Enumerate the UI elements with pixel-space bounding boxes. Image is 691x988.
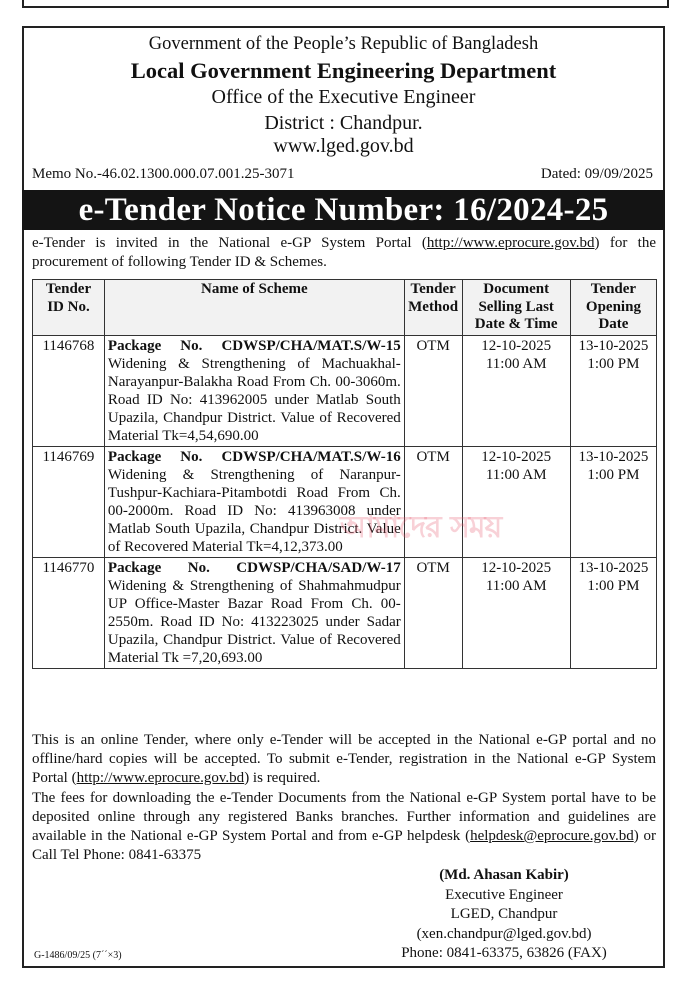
scheme-cell bbox=[104, 557, 404, 668]
district-line: District : Chandpur. bbox=[264, 112, 423, 134]
header-scheme-name: Name of Scheme bbox=[104, 280, 404, 336]
helpdesk-email-link[interactable]: helpdesk@eprocure.gov.bd bbox=[470, 828, 634, 845]
tender-notice bbox=[22, 26, 665, 968]
scheme-cell bbox=[104, 335, 404, 446]
eprocure-link[interactable]: http://www.eprocure.gov.bd bbox=[426, 235, 595, 251]
document-selling-cell: 12-10-2025 11:00 AM bbox=[462, 335, 570, 446]
memo-date: Dated: 09/09/2025 bbox=[540, 166, 653, 182]
header-tender-id: Tender ID No. bbox=[33, 280, 105, 336]
tender-id-cell: 1146769 bbox=[33, 446, 105, 557]
signatory-phone: Phone: 0841-63375, 63826 (FAX) bbox=[401, 945, 607, 961]
table-header-row bbox=[33, 280, 657, 336]
signatory-email: (xen.chandpur@lged.gov.bd) bbox=[416, 925, 592, 942]
tender-table bbox=[32, 279, 657, 669]
website-line: www.lged.gov.bd bbox=[273, 135, 414, 157]
instructions bbox=[32, 731, 656, 865]
ad-code: G-1486/09/25 (7´´×3) bbox=[34, 950, 122, 961]
signature-block bbox=[384, 866, 624, 964]
tender-id-cell: 1146768 bbox=[33, 335, 105, 446]
method-cell: OTM bbox=[404, 446, 462, 557]
previous-notice-frame bbox=[22, 0, 669, 8]
office-line: Office of the Executive Engineer bbox=[211, 86, 476, 108]
eprocure-link[interactable]: http://www.eprocure.gov.bd bbox=[76, 770, 245, 787]
notice-number-banner: e-Tender Notice Number: 16/2024-25 bbox=[22, 190, 665, 230]
intro-paragraph bbox=[32, 234, 656, 272]
online-tender-paragraph: This is an online Tender, where only e-Tender will be accepted in the National e-GP portal and no offline/hard copies will be accepted. To submit e-Tender, registration in the National e-GP System Portal (http://www.eprocure.gov.bd) is required. bbox=[32, 732, 656, 787]
government-line: Government of the People’s Republic of Bangladesh bbox=[148, 34, 539, 54]
method-cell: OTM bbox=[404, 557, 462, 668]
signatory-name: (Md. Ahasan Kabir) bbox=[439, 867, 569, 883]
newspaper-watermark: আমাদের সময় bbox=[340, 510, 502, 545]
opening-date-cell: 13-10-2025 1:00 PM bbox=[570, 557, 656, 668]
table-row bbox=[33, 557, 657, 668]
opening-date-cell: 13-10-2025 1:00 PM bbox=[570, 446, 656, 557]
intro-text: e-Tender is invited in the National e-GP System Portal ( bbox=[32, 235, 427, 251]
header-opening-date: Tender Opening Date bbox=[570, 280, 656, 336]
package-number: Package No. CDWSP/CHA/MAT.S/W-15 bbox=[107, 337, 401, 354]
signatory-title: Executive Engineer bbox=[445, 886, 563, 903]
package-number: Package No. CDWSP/CHA/SAD/W-17 bbox=[107, 559, 401, 576]
tender-id-cell: 1146770 bbox=[33, 557, 105, 668]
scheme-description: Widening & Strengthening of Machuakhal-Narayanpur-Balakha Road From Ch. 00-3060m. Road ID No: 413962005 under Matlab South Upazila, Chandpur District. Value of Recovered Material Tk=4,54,690.00 bbox=[107, 355, 401, 444]
header-tender-method: Tender Method bbox=[404, 280, 462, 336]
header-document-selling: Document Selling Last Date & Time bbox=[462, 280, 570, 336]
package-number: Package No. CDWSP/CHA/MAT.S/W-16 bbox=[107, 448, 401, 465]
document-selling-cell: 12-10-2025 11:00 AM bbox=[462, 557, 570, 668]
memo-number: Memo No.-46.02.1300.000.07.001.25-3071 bbox=[32, 166, 295, 182]
intro-text-end: ) for the procurement of following Tender ID & Schemes. bbox=[32, 235, 657, 270]
opening-date-cell: 13-10-2025 1:00 PM bbox=[570, 335, 656, 446]
table-row bbox=[33, 335, 657, 446]
department-title: Local Government Engineering Department bbox=[130, 58, 557, 83]
method-cell: OTM bbox=[404, 335, 462, 446]
scheme-description: Widening & Strengthening of Naranpur-Tushpur-Kachiara-Pitambotdi Road From Ch. 00-2000m. Road ID No: 413963008 under Matlab South Upazila, Chandpur District. Value of Recovered Material Tk=4,12,373.00 bbox=[107, 466, 401, 555]
fees-paragraph: The fees for downloading the e-Tender Documents from the National e-GP System portal have to be deposited online through any registered Banks branches. Further information and guidelines are available in the National e-GP System Portal and from e-GP helpdesk (helpdesk@eprocure.gov.bd) or Call Tel Phone: 0841-63375 bbox=[32, 789, 656, 864]
document-selling-cell: 12-10-2025 11:00 AM bbox=[462, 446, 570, 557]
scheme-description: Widening & Strengthening of Shahmahmudpur UP Office-Master Bazar Road From Ch. 00-2550m. Road ID No: 413223025 under Sadar Upazila, Chandpur District. Value of Recovered Material Tk =7,20,693.00 bbox=[107, 577, 401, 666]
signatory-org: LGED, Chandpur bbox=[450, 906, 558, 922]
